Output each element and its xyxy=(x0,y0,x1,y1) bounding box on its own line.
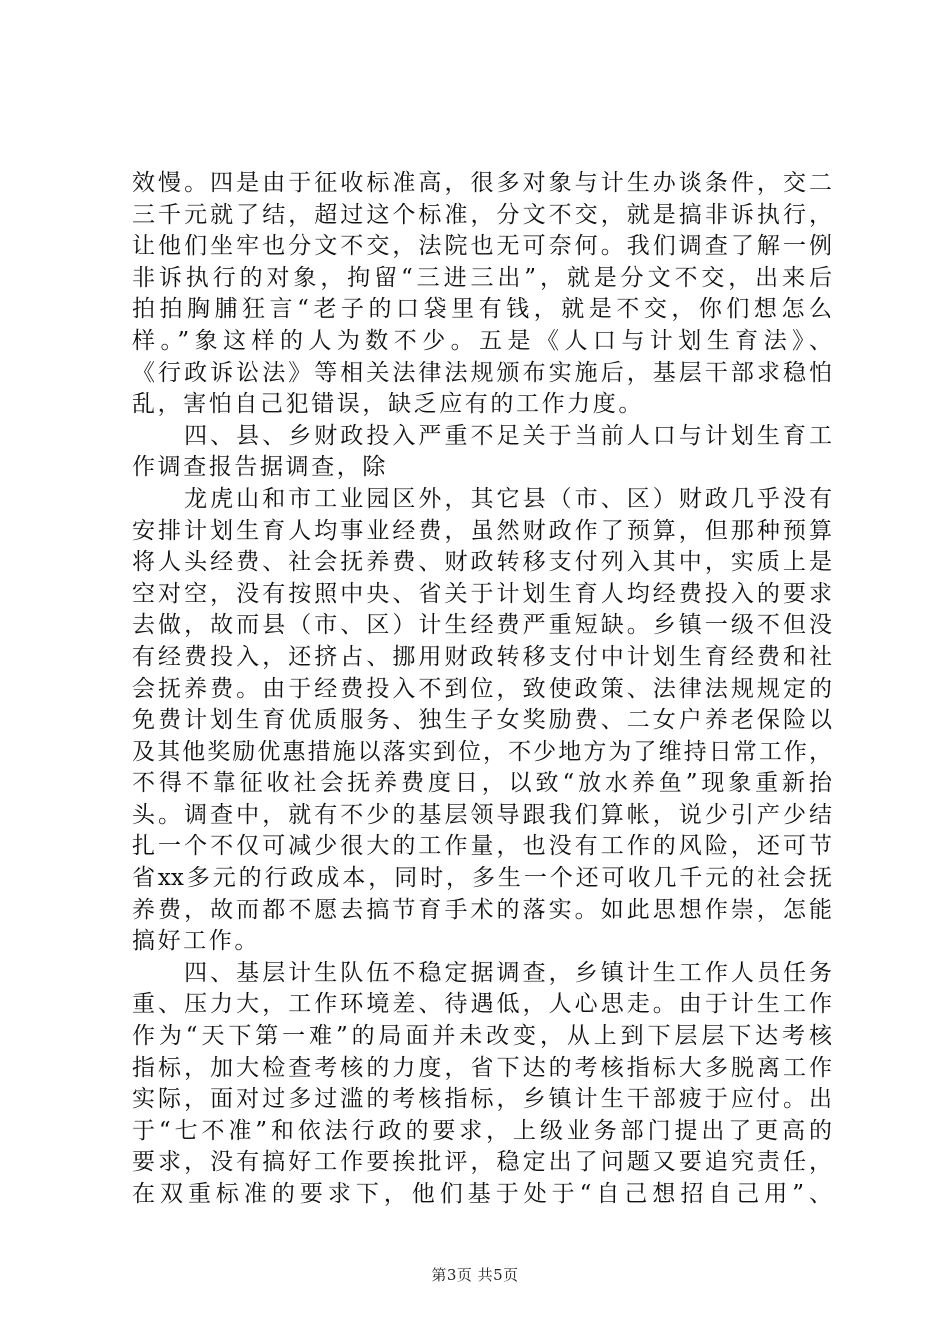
document-body xyxy=(132,168,832,1211)
text-line: 在双重标准的要求下，他们基于处于“自己想招自己用”、 xyxy=(132,1181,832,1207)
text-line: 于“七不准”和依法行政的要求，上级业务部门提出了更高的 xyxy=(132,1117,832,1144)
text-line: 安排计划生育人均事业经费，虽然财政作了预算，但那种预算 xyxy=(132,517,832,544)
text-line: 四、县、乡财政投入严重不足关于当前人口与计划生育工 xyxy=(132,422,832,449)
text-line: 作调查报告据调查，除 xyxy=(132,454,388,481)
text-line: 乱，害怕自己犯错误，缺乏应有的工作力度。 xyxy=(132,391,644,418)
text-line: 三千元就了结，超过这个标准，分文不交，就是搞非诉执行， xyxy=(132,201,832,228)
text-line: 及其他奖励优惠措施以落实到位，不少地方为了维持日常工作， xyxy=(132,738,832,765)
text-line: 不得不靠征收社会抚养费度日，以致“放水养鱼”现象重新抬 xyxy=(132,770,832,797)
text-line: 省xx多元的行政成本，同时，多生一个还可收几千元的社会抚 xyxy=(132,865,832,892)
text-line: 要求，没有搞好工作要挨批评，稳定出了问题又要追究责任， xyxy=(132,1149,832,1176)
text-line: 《行政诉讼法》等相关法律法规颁布实施后，基层干部求稳怕 xyxy=(132,359,832,386)
text-line: 效慢。四是由于征收标准高，很多对象与计生办谈条件，交二 xyxy=(132,170,832,196)
text-line: 让他们坐牢也分文不交，法院也无可奈何。我们调查了解一例 xyxy=(132,233,832,260)
text-line: 去做，故而县（市、区）计生经费严重短缺。乡镇一级不但没 xyxy=(132,612,832,639)
text-line: 非诉执行的对象，拘留“三进三出”，就是分文不交，出来后 xyxy=(132,264,832,291)
text-line: 有经费投入，还挤占、挪用财政转移支付中计划生育经费和社 xyxy=(132,643,832,670)
text-line: 拍拍胸脯狂言“老子的口袋里有钱，就是不交，你们想怎么 xyxy=(132,296,832,323)
text-line: 龙虎山和市工业园区外，其它县（市、区）财政几乎没有 xyxy=(132,485,832,512)
text-line: 四、基层计生队伍不稳定据调查，乡镇计生工作人员任务 xyxy=(132,959,832,986)
text-line: 搞好工作。 xyxy=(132,928,260,955)
text-line: 会抚养费。由于经费投入不到位，致使政策、法律法规规定的 xyxy=(132,675,832,702)
page-footer: 第3页 共5页 xyxy=(431,1266,519,1284)
text-line: 扎一个不仅可减少很大的工作量，也没有工作的风险，还可节 xyxy=(132,833,832,860)
text-line: 头。调查中，就有不少的基层领导跟我们算帐，说少引产少结 xyxy=(132,801,832,828)
text-line: 将人头经费、社会抚养费、财政转移支付列入其中，实质上是 xyxy=(132,549,832,576)
text-line: 样。”象这样的人为数不少。五是《人口与计划生育法》、 xyxy=(132,327,832,354)
text-line: 作为“天下第一难”的局面并未改变，从上到下层层下达考核 xyxy=(132,1023,832,1050)
text-line: 指标，加大检查考核的力度，省下达的考核指标大多脱离工作 xyxy=(132,1054,832,1081)
text-line: 养费，故而都不愿去搞节育手术的落实。如此思想作崇，怎能 xyxy=(132,896,832,923)
text-line: 重、压力大，工作环境差、待遇低，人心思走。由于计生工作 xyxy=(132,991,832,1018)
text-line: 空对空，没有按照中央、省关于计划生育人均经费投入的要求 xyxy=(132,580,832,607)
text-line: 实际，面对过多过滥的考核指标，乡镇计生干部疲于应付。出 xyxy=(132,1086,832,1113)
text-line: 免费计划生育优质服务、独生子女奖励费、二女户养老保险以 xyxy=(132,707,832,734)
